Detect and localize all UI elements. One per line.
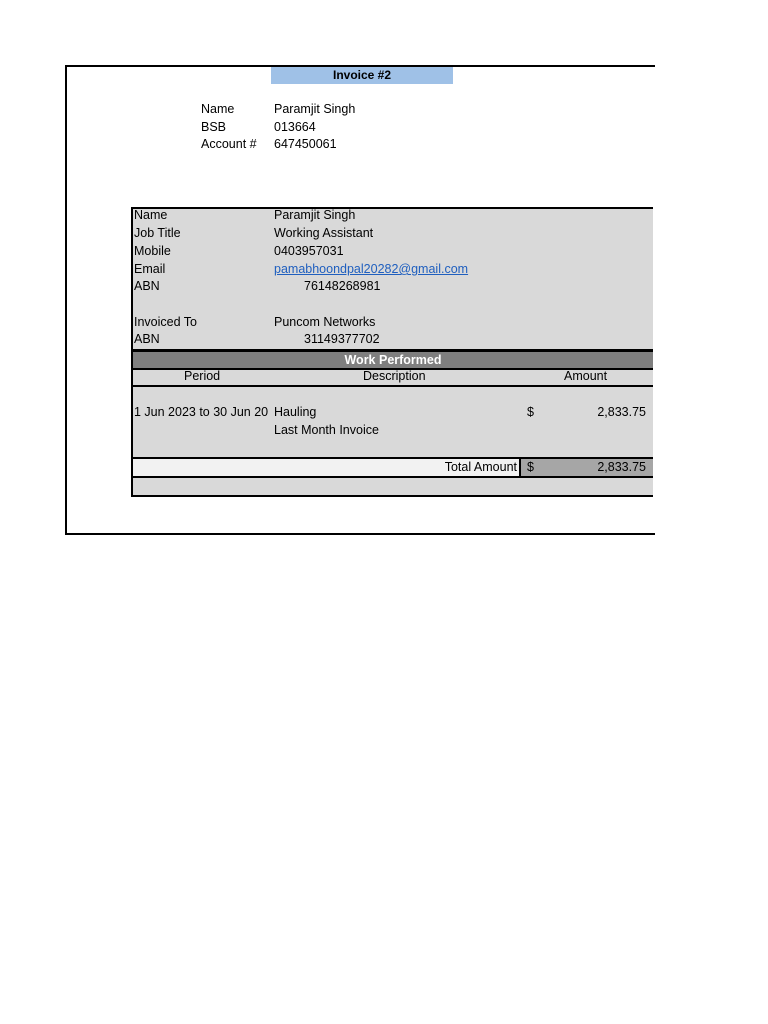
row-currency: $ (527, 405, 534, 419)
email-link[interactable]: pamabhoondpal20282@gmail.com (274, 262, 469, 276)
account-label: Account # (201, 137, 257, 151)
total-currency: $ (527, 460, 534, 474)
row-amount: 2,833.75 (597, 405, 646, 419)
client-abn-value: 31149377702 (304, 332, 380, 346)
invoiced-to-value: Puncom Networks (274, 315, 376, 329)
footer-row (131, 478, 653, 497)
abn-value: 76148268981 (304, 279, 381, 293)
work-table-row (131, 387, 653, 459)
amount-column-header: Amount (564, 369, 608, 383)
job-title-value: Working Assistant (274, 226, 374, 240)
details-box (131, 207, 653, 351)
total-amount: 2,833.75 (597, 460, 646, 474)
total-label: Total Amount (444, 460, 517, 474)
details-name-value: Paramjit Singh (274, 208, 356, 222)
period-column-header: Period (184, 369, 221, 383)
payee-name-value: Paramjit Singh (274, 102, 356, 116)
payee-name-label: Name (201, 102, 235, 116)
row-description: Hauling (274, 405, 317, 419)
invoiced-to-label: Invoiced To (134, 315, 198, 329)
email-label: Email (134, 262, 166, 276)
bsb-label: BSB (201, 120, 227, 134)
row-description-note: Last Month Invoice (274, 423, 379, 437)
work-performed-header: Work Performed (131, 351, 653, 369)
mobile-value: 0403957031 (274, 244, 344, 258)
row-period: 1 Jun 2023 to 30 Jun 20 (134, 405, 269, 419)
bsb-value: 013664 (274, 120, 316, 134)
mobile-label: Mobile (134, 244, 171, 258)
client-abn-label: ABN (134, 332, 160, 346)
details-name-label: Name (134, 208, 168, 222)
job-title-label: Job Title (134, 226, 181, 240)
account-value: 647450061 (274, 137, 337, 151)
invoice-title: Invoice #2 (271, 67, 453, 84)
abn-label: ABN (134, 279, 160, 293)
description-column-header: Description (363, 369, 426, 383)
